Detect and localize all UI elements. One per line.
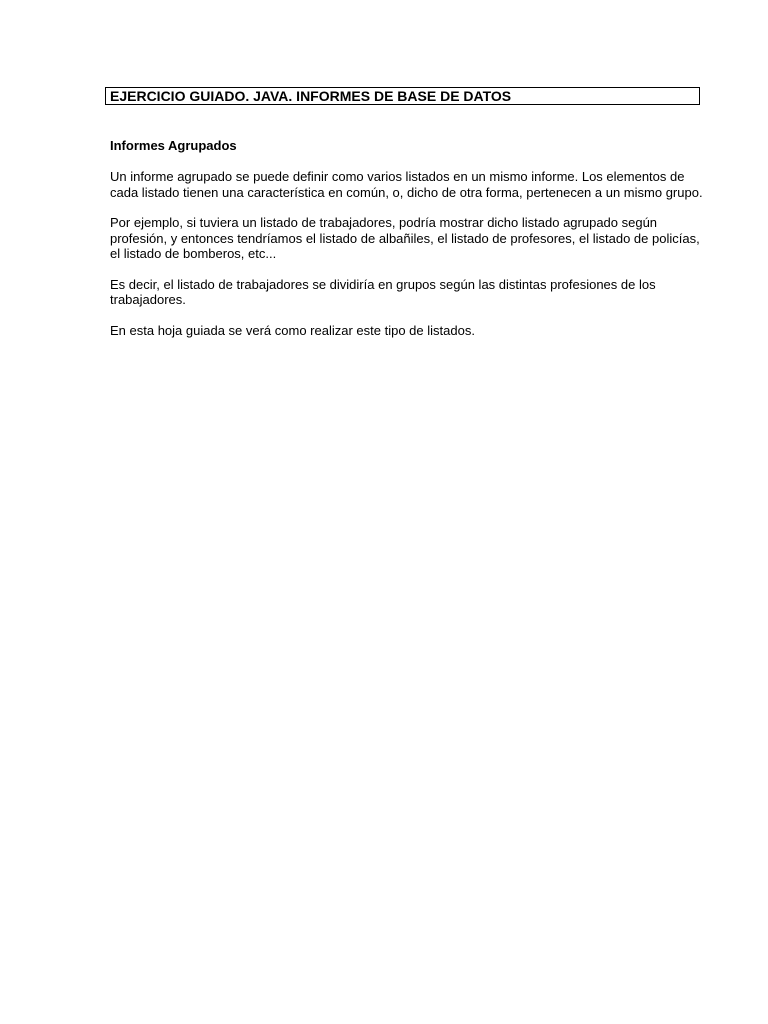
paragraph-explanation: Es decir, el listado de trabajadores se dividiría en grupos según las distintas profesiones de los trabajadores. (110, 276, 656, 307)
title-box (105, 87, 700, 105)
section-heading: Informes Agrupados (110, 138, 237, 153)
paragraph-intro: Un informe agrupado se puede definir como varios listados en un mismo informe. Los elementos de cada listado tienen una característica en común, o, dicho de otra forma, pertenecen a un mismo grupo. (110, 169, 703, 200)
paragraph-closing: En esta hoja guiada se verá como realizar este tipo de listados. (110, 322, 475, 338)
document-body (110, 138, 705, 353)
document-title: EJERCICIO GUIADO. JAVA. INFORMES DE BASE DE DATOS (110, 88, 512, 104)
paragraph-example: Por ejemplo, si tuviera un listado de trabajadores, podría mostrar dicho listado agrupado según profesión, y entonces tendríamos el listado de albañiles, el listado de profesores, el listado de policías, el listado de bomberos, etc... (110, 215, 700, 261)
